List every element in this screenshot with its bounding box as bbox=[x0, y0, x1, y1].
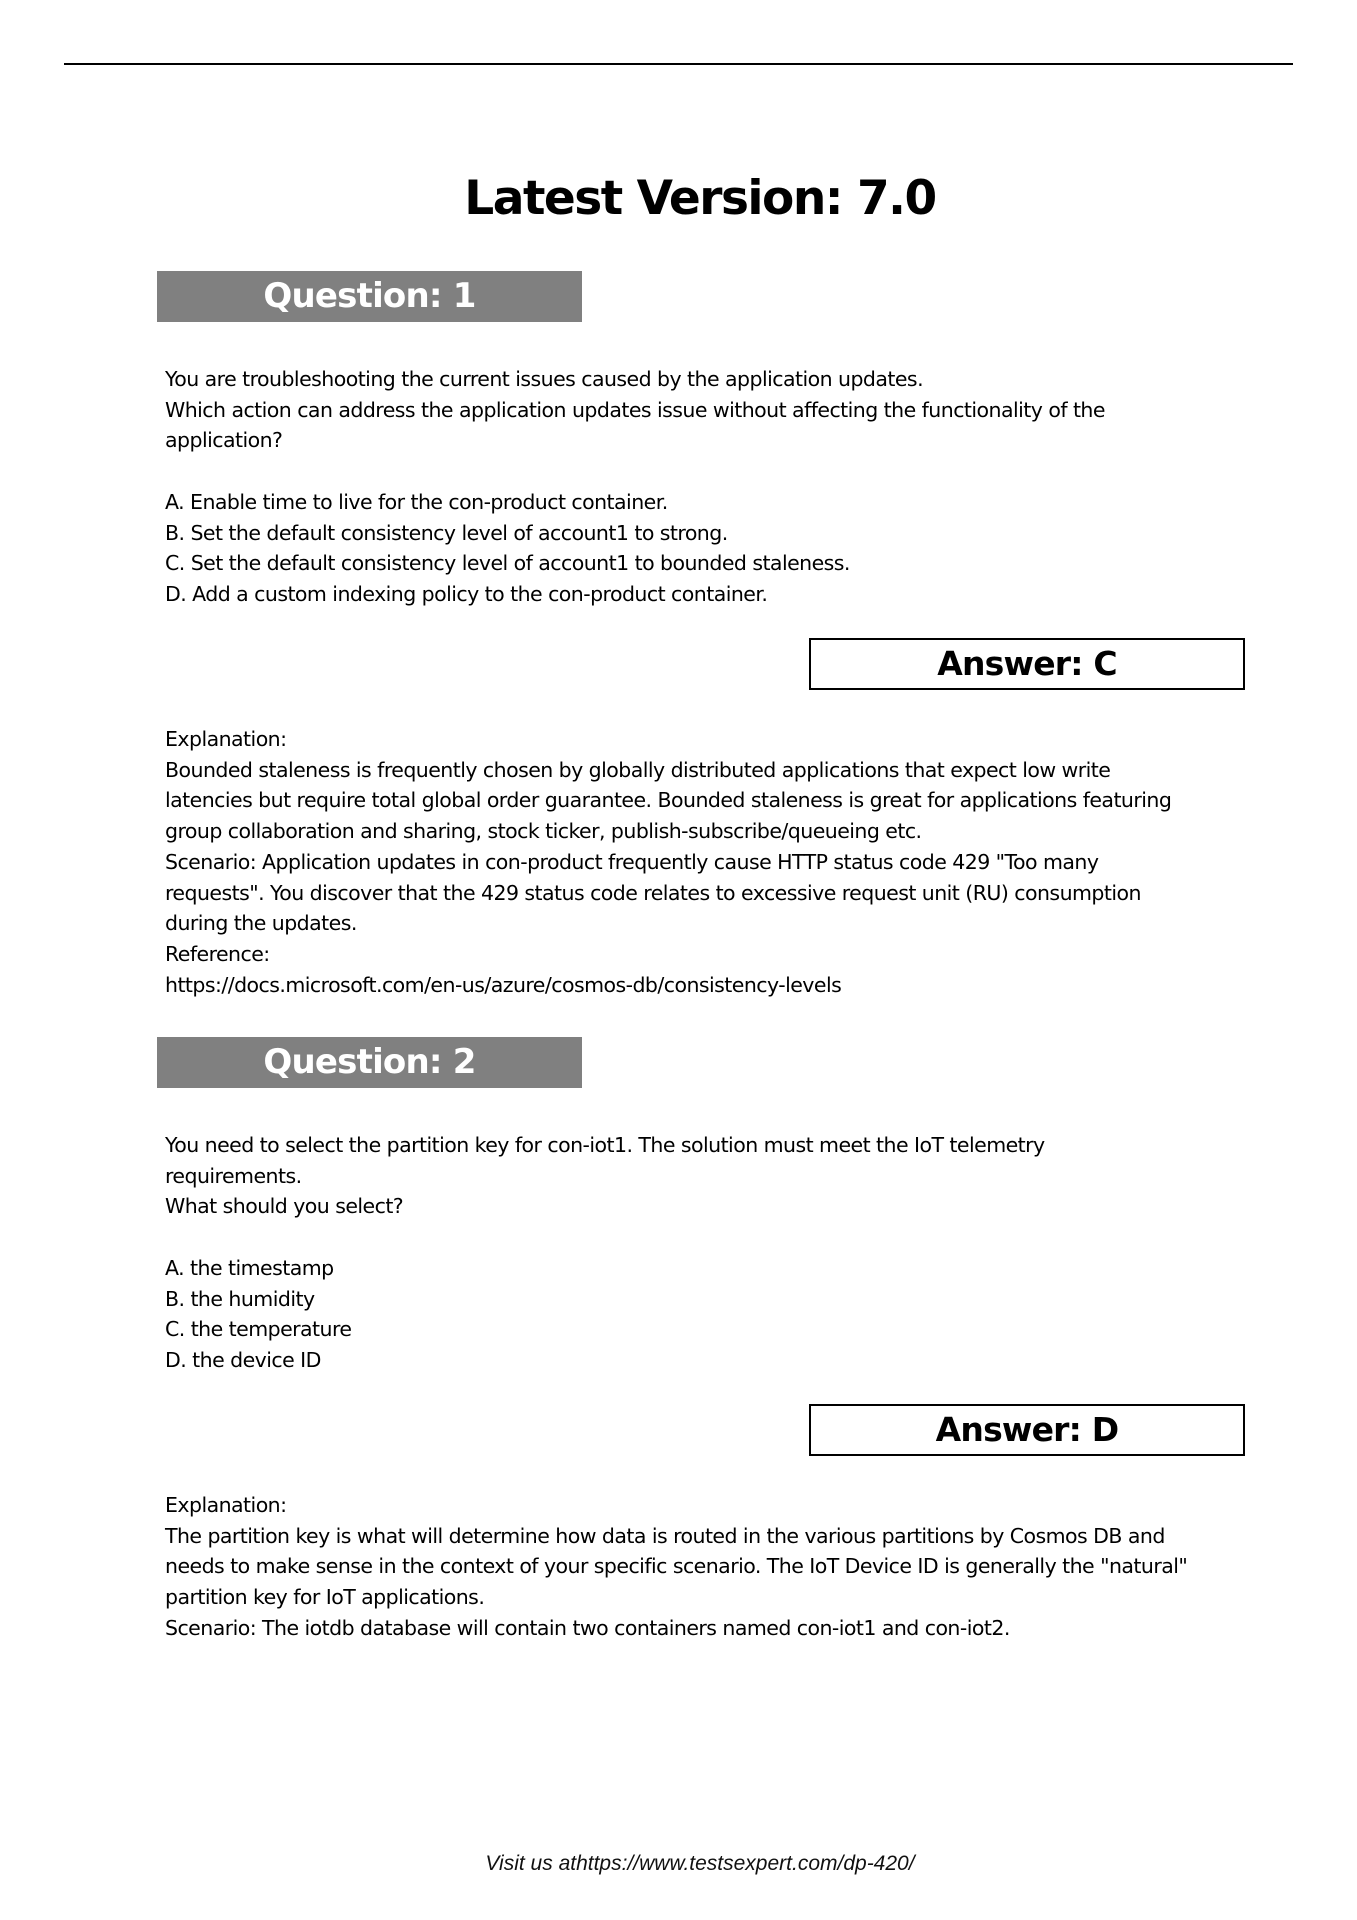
footer-link[interactable]: Visit us athttps://www.testsexpert.com/dp-420/ bbox=[485, 1852, 915, 1875]
question-1-prompt bbox=[165, 364, 1285, 456]
question-2-options bbox=[165, 1253, 1285, 1376]
question-1-answer: Answer: C bbox=[809, 638, 1245, 690]
explanation-line: partition key for IoT applications. bbox=[165, 1585, 485, 1610]
explanation-line: needs to make sense in the context of your specific scenario. The IoT Device ID is generally the "natural" bbox=[165, 1554, 1188, 1579]
option-a: A. Enable time to live for the con-product container. bbox=[165, 489, 668, 514]
question-1-body bbox=[165, 364, 1285, 610]
question-2-answer: Answer: D bbox=[809, 1404, 1245, 1456]
prompt-line: You need to select the partition key for con-iot1. The solution must meet the IoT telemetry bbox=[165, 1133, 1045, 1157]
page-title: Latest Version: 7.0 bbox=[464, 171, 936, 226]
question-1-label: Question: 1 bbox=[157, 271, 582, 322]
explanation-line: requests". You discover that the 429 status code relates to excessive request unit (RU) consumption bbox=[165, 880, 1141, 905]
explanation-line: latencies but require total global order guarantee. Bounded staleness is great for applications featuring bbox=[165, 788, 1172, 813]
question-2-prompt bbox=[165, 1130, 1285, 1222]
prompt-line: requirements. bbox=[165, 1163, 302, 1188]
prompt-line: What should you select? bbox=[165, 1194, 404, 1219]
prompt-line: You are troubleshooting the current issues caused by the application updates. bbox=[165, 367, 924, 391]
reference-link[interactable]: https://docs.microsoft.com/en-us/azure/cosmos-db/consistency-levels bbox=[165, 972, 842, 997]
option-a: A. the timestamp bbox=[165, 1255, 334, 1280]
question-1-explanation bbox=[165, 724, 1285, 1000]
explanation-line: group collaboration and sharing, stock ticker, publish-subscribe/queueing etc. bbox=[165, 819, 922, 844]
question-2-explanation bbox=[165, 1490, 1285, 1644]
prompt-line: application? bbox=[165, 428, 283, 453]
explanation-heading: Explanation: bbox=[165, 1493, 287, 1517]
explanation-line: Scenario: The iotdb database will contain two containers named con-iot1 and con-iot2. bbox=[165, 1615, 1010, 1640]
option-c: C. Set the default consistency level of account1 to bounded staleness. bbox=[165, 551, 850, 576]
prompt-line: Which action can address the application updates issue without affecting the functionality of the bbox=[165, 397, 1105, 422]
explanation-line: Scenario: Application updates in con-product frequently cause HTTP status code 429 "Too many bbox=[165, 849, 1099, 874]
question-2-body bbox=[165, 1130, 1285, 1376]
option-d: D. the device ID bbox=[165, 1347, 321, 1372]
header-rule bbox=[64, 63, 1293, 65]
option-c: C. the temperature bbox=[165, 1317, 352, 1342]
explanation-line: Bounded staleness is frequently chosen by globally distributed applications that expect low write bbox=[165, 757, 1111, 782]
explanation-line: during the updates. bbox=[165, 911, 357, 936]
explanation-line: The partition key is what will determine how data is routed in the various partitions by Cosmos DB and bbox=[165, 1523, 1165, 1548]
reference-heading: Reference: bbox=[165, 941, 270, 966]
question-1-options bbox=[165, 487, 1285, 610]
option-b: B. the humidity bbox=[165, 1286, 315, 1311]
explanation-heading: Explanation: bbox=[165, 727, 287, 751]
option-d: D. Add a custom indexing policy to the con-product container. bbox=[165, 581, 768, 606]
question-2-label: Question: 2 bbox=[157, 1037, 582, 1088]
option-b: B. Set the default consistency level of account1 to strong. bbox=[165, 520, 728, 545]
